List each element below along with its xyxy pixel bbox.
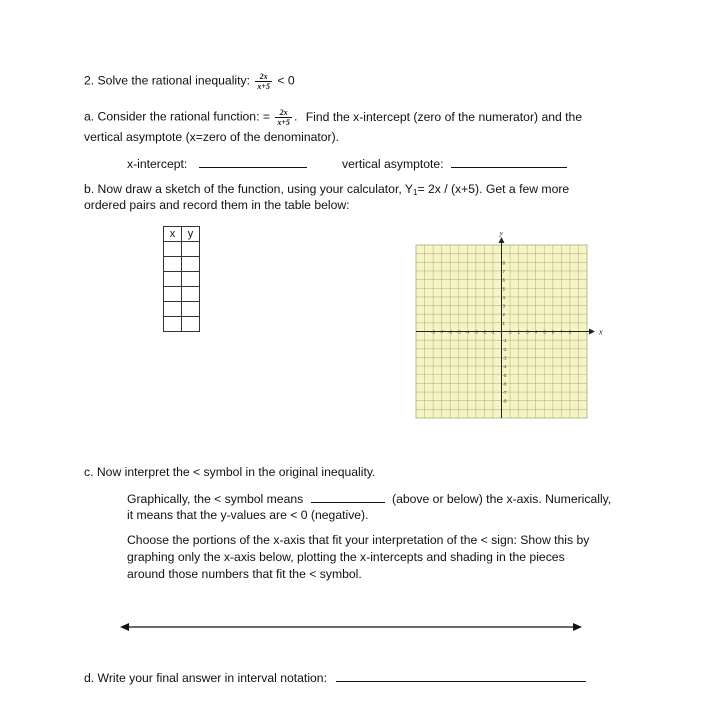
part-d-row [84, 670, 586, 685]
x-tick-label: -6 [448, 329, 453, 335]
number-line[interactable] [120, 620, 582, 634]
y-tick-label: 7 [502, 268, 506, 274]
x-tick-label: -5 [456, 329, 461, 335]
y-tick-label: 3 [502, 303, 506, 309]
x-tick-label: 7 [560, 329, 563, 335]
y-tick-label: -6 [502, 381, 507, 387]
vertical-asymptote-label: vertical asymptote: [342, 157, 444, 171]
x-value-cell[interactable] [164, 257, 182, 272]
xy-table-row [164, 242, 200, 257]
y-tick-label: -8 [502, 398, 507, 404]
y-tick-label: 1 [502, 320, 506, 326]
y-tick-label: -1 [502, 338, 507, 344]
x-value-cell[interactable] [164, 302, 182, 317]
part-c-choose-line3: around those numbers that fit the < symbol. [127, 567, 362, 581]
y-value-cell[interactable] [182, 242, 200, 257]
part-d-label: d. Write your final answer in interval notation: [84, 671, 327, 685]
x-value-cell[interactable] [164, 272, 182, 287]
xy-table-row [164, 302, 200, 317]
x-value-cell[interactable] [164, 242, 182, 257]
part-a-numerator: 2x [275, 108, 292, 118]
number-line-right-arrow-icon [573, 623, 582, 631]
part-b-line1-pre: b. Now draw a sketch of the function, using your calculator, Y [84, 182, 414, 196]
xy-table-row [164, 317, 200, 332]
y-tick-label: 8 [502, 260, 506, 266]
part-c-graph-line2: it means that the y-values are < 0 (negative). [127, 508, 369, 522]
y-value-cell[interactable] [182, 287, 200, 302]
y-tick-label: -2 [502, 346, 507, 352]
part-c-line1: c. Now interpret the < symbol in the original inequality. [84, 465, 376, 479]
x-tick-label: -3 [473, 329, 478, 335]
x-axis-arrow-icon [589, 329, 595, 335]
y-tick-label: 2 [502, 312, 506, 318]
above-below-blank[interactable] [311, 491, 385, 503]
part-a-line1 [84, 108, 582, 127]
part-c-graph-post: (above or below) the x-axis. Numerically, [392, 492, 612, 506]
x-tick-label: 5 [543, 329, 546, 335]
xy-table-row [164, 257, 200, 272]
y-value-cell[interactable] [182, 272, 200, 287]
vertical-asymptote-blank[interactable] [451, 156, 567, 168]
part-b-line1 [84, 182, 569, 197]
part-a-denominator: x+5 [277, 118, 290, 127]
vertical-asymptote-row [342, 156, 567, 171]
x-tick-label: -4 [465, 329, 470, 335]
problem-numerator: 2x [255, 72, 272, 82]
y-tick-label: 6 [502, 277, 506, 283]
y-tick-label: -7 [502, 390, 507, 396]
x-tick-label: 3 [526, 329, 529, 335]
x-tick-label: -2 [482, 329, 487, 335]
x-tick-label: -1 [490, 329, 495, 335]
x-tick-label: -7 [439, 329, 444, 335]
problem-fraction [255, 72, 272, 91]
problem-denominator: x+5 [257, 82, 270, 91]
x-tick-label: 2 [517, 329, 521, 335]
y-tick-label: 5 [502, 286, 506, 292]
y-tick-label: -3 [502, 355, 507, 361]
problem-statement [84, 72, 295, 91]
part-a-lead: a. Consider the rational function: = [84, 109, 270, 124]
xy-header-x: x [164, 227, 182, 242]
y-tick-label: -5 [502, 372, 507, 378]
y-axis-label: y [499, 232, 504, 237]
x-intercept-blank[interactable] [199, 156, 307, 168]
number-line-left-arrow-icon [120, 623, 129, 631]
part-c-choose-line2: graphing only the x-axis below, plotting the x-intercepts and shading in the pieces [127, 550, 565, 564]
part-a-instruction: Find the x-intercept (zero of the numerator) and the [305, 109, 583, 124]
x-tick-label: 8 [568, 329, 572, 335]
xy-table-row [164, 287, 200, 302]
xy-header-y: y [182, 227, 200, 242]
x-tick-label: 4 [534, 329, 538, 335]
part-b-line2: ordered pairs and record them in the table below: [84, 198, 350, 212]
xy-table [163, 226, 200, 332]
y-value-cell[interactable] [182, 257, 200, 272]
x-intercept-label: x-intercept: [127, 157, 188, 171]
x-axis-label: x [599, 327, 603, 337]
part-c-graph-pre: Graphically, the < symbol means [127, 492, 304, 506]
xy-table-row [164, 272, 200, 287]
x-value-cell[interactable] [164, 287, 182, 302]
part-a-dot: . [293, 109, 298, 124]
interval-answer-blank[interactable] [336, 670, 586, 682]
x-tick-label: -8 [431, 329, 436, 335]
coordinate-grid [408, 232, 604, 424]
x-intercept-row [127, 156, 307, 171]
part-a-fraction [275, 108, 292, 127]
xy-table-wrapper [163, 226, 200, 332]
part-b-line1-post: = 2x / (x+5). Get a few more [417, 182, 570, 196]
part-b-subscript: 1 [413, 188, 418, 197]
part-a-line2: vertical asymptote (x=zero of the denominator). [84, 130, 340, 144]
y-value-cell[interactable] [182, 302, 200, 317]
x-value-cell[interactable] [164, 317, 182, 332]
y-tick-label: -4 [502, 364, 507, 370]
part-c-choose-line1: Choose the portions of the x-axis that fit your interpretation of the < sign: Show this by [127, 533, 590, 547]
x-tick-label: 6 [551, 329, 555, 335]
y-value-cell[interactable] [182, 317, 200, 332]
xy-table-header-row [164, 227, 200, 242]
x-tick-label: 1 [509, 329, 512, 335]
problem-label: 2. Solve the rational inequality: [84, 73, 250, 88]
y-axis-arrow-icon [499, 237, 505, 243]
problem-comparison: < 0 [277, 73, 295, 88]
part-c-graph-line1 [127, 491, 611, 506]
y-tick-label: 4 [502, 294, 506, 300]
